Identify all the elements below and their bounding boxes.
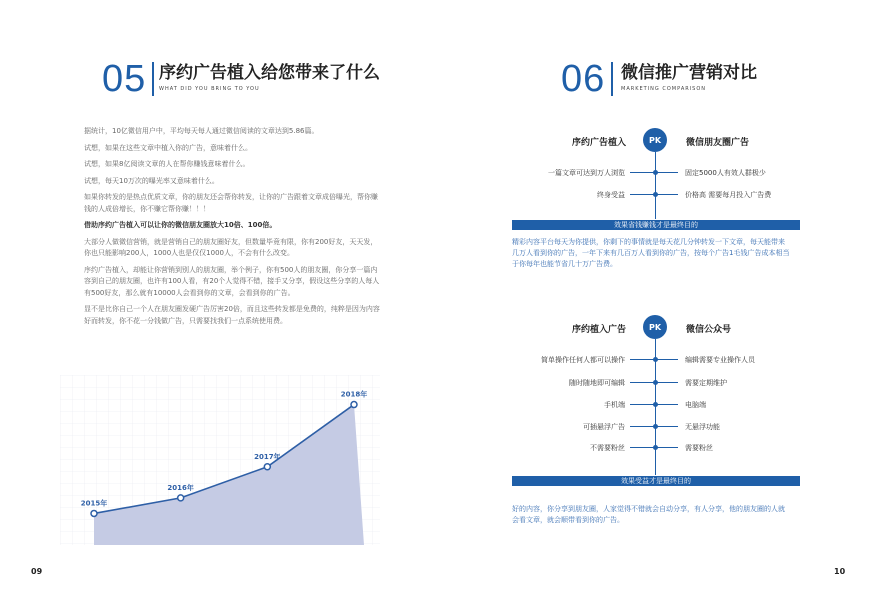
compare2-left-item: 简单操作任何人都可以操作 [541, 356, 625, 364]
section-number-06: 06 [561, 58, 606, 100]
page-subtitle: MARKETING COMPARISON [621, 86, 707, 92]
row-node [653, 357, 658, 362]
page-number-right: 10 [834, 567, 846, 576]
compare1-axis [655, 152, 656, 219]
paragraph: 试想，如果在这些文章中植入你的广告，意味着什么。 [84, 143, 252, 152]
compare1-right-item: 价格高 需要每月投入广告费 [685, 191, 772, 199]
page-subtitle: WHAT DID YOU BRING TO YOU [159, 86, 260, 92]
compare2-note: 好的内容，你分享到朋友圈，人家觉得不错就会自动分享，有人分享，他的朋友圈的人就会看文章，就会顺带看到你的广告。 [512, 505, 785, 524]
compare1-left-item: 一篇文章可达到万人浏览 [548, 169, 625, 177]
section-number-05: 05 [102, 58, 147, 100]
paragraph: 大部分人做微信营销，就是营销自己的朋友圈好友，但数量毕竟有限，你有200好友，天天发，你也只能影响200人，1000人也是仅仅1000人，不会有什么改变。 [84, 237, 378, 257]
growth-chart [60, 375, 380, 545]
chart-point-label: 2016年 [167, 483, 194, 492]
compare2-left-item: 不需要粉丝 [590, 444, 625, 452]
compare2-left-header: 序约植入广告 [572, 325, 627, 335]
compare2-right-item: 编辑需要专业操作人员 [685, 356, 755, 364]
paragraph-highlight: 借助序约广告植入可以让你的微信朋友圈放大10倍、100倍。 [84, 221, 277, 229]
compare2-right-item: 无悬浮功能 [685, 423, 720, 431]
page-number-left: 09 [31, 567, 43, 576]
paragraph: 显不是比你自己一个人在朋友圈发硬广告厉害20倍，而且这些转发都是免费的，纯粹是因为内容好而转发，你不花一分钱做广告，只需要找我们一点系统使用费。 [84, 305, 380, 325]
compare1-note: 精彩内容平台每天为你提供，你剩下的事情就是每天花几分钟转发一下文章，每天能带来几万人看到你的广告，一年下来有几百万人看到你的广告，按每个广告1毛钱广告成本相当于你每年也能节省几十万广告费。 [512, 238, 790, 268]
compare2-conclusion-band: 效果受益才是最终目的 [512, 476, 800, 486]
row-node [653, 445, 658, 450]
page-title: 序约广告植入给您带来了什么 [159, 63, 380, 83]
compare1-right-header: 微信朋友圈广告 [686, 138, 750, 148]
compare2-left-item: 手机端 [604, 401, 625, 409]
compare2-right-item: 电脑端 [685, 401, 706, 409]
paragraph: 据统计，10亿微信用户中，平均每天每人通过微信阅读的文章达到5.86篇。 [84, 127, 319, 135]
chart-point-label: 2018年 [340, 390, 368, 399]
chart-point [178, 495, 184, 501]
chart-point-label: 2015年 [80, 499, 108, 508]
compare1-right-item: 固定5000人有效人群极少 [685, 169, 766, 177]
section-divider [152, 62, 154, 96]
row-node [653, 380, 658, 385]
compare1-left-item: 终身受益 [597, 191, 625, 199]
row-node [653, 402, 658, 407]
row-node [653, 192, 658, 197]
compare1-conclusion-band: 效果省钱赚钱才是最终目的 [512, 220, 800, 230]
compare1-left-header: 序约广告植入 [572, 138, 627, 148]
row-node [653, 170, 658, 175]
compare2-left-item: 随时随地即可编辑 [569, 379, 625, 387]
chart-point [91, 510, 97, 516]
compare2-right-item: 需要粉丝 [685, 444, 713, 452]
compare2-right-item: 需要定期维护 [685, 379, 727, 387]
compare2-right-header: 微信公众号 [686, 325, 732, 335]
paragraph: 序约广告植入，却能让你营销到别人的朋友圈，举个例子，你有500人的朋友圈，你分享一篇内容到自己的朋友圈，也许有100人看，有20个人觉得不错，接手又分享，假设这些分享的人每人有500好友，那么就有10000人会看到你的文章，会看到你的广告。 [84, 265, 380, 297]
page-title: 微信推广营销对比 [621, 63, 757, 83]
chart-point [264, 464, 270, 470]
chart-point-label: 2017年 [254, 452, 281, 461]
paragraph: 如果你转发的是热点优质文章，你的朋友还会帮你转发，让你的广告跟着文章成倍曝光，帮你赚钱的人成倍增长，你不赚它帮你赚！！！ [84, 193, 378, 213]
chart-point [351, 402, 357, 408]
compare2-left-item: 可插悬浮广告 [583, 423, 625, 431]
pk-badge: PK [643, 315, 667, 339]
body-text [84, 126, 384, 327]
section-divider [611, 62, 613, 96]
pk-badge: PK [643, 128, 667, 152]
paragraph: 试想，每天10万次的曝光率又意味着什么。 [84, 176, 219, 185]
row-node [653, 424, 658, 429]
paragraph: 试想，如果8亿阅读文章的人在帮你赚钱意味着什么。 [84, 160, 250, 168]
